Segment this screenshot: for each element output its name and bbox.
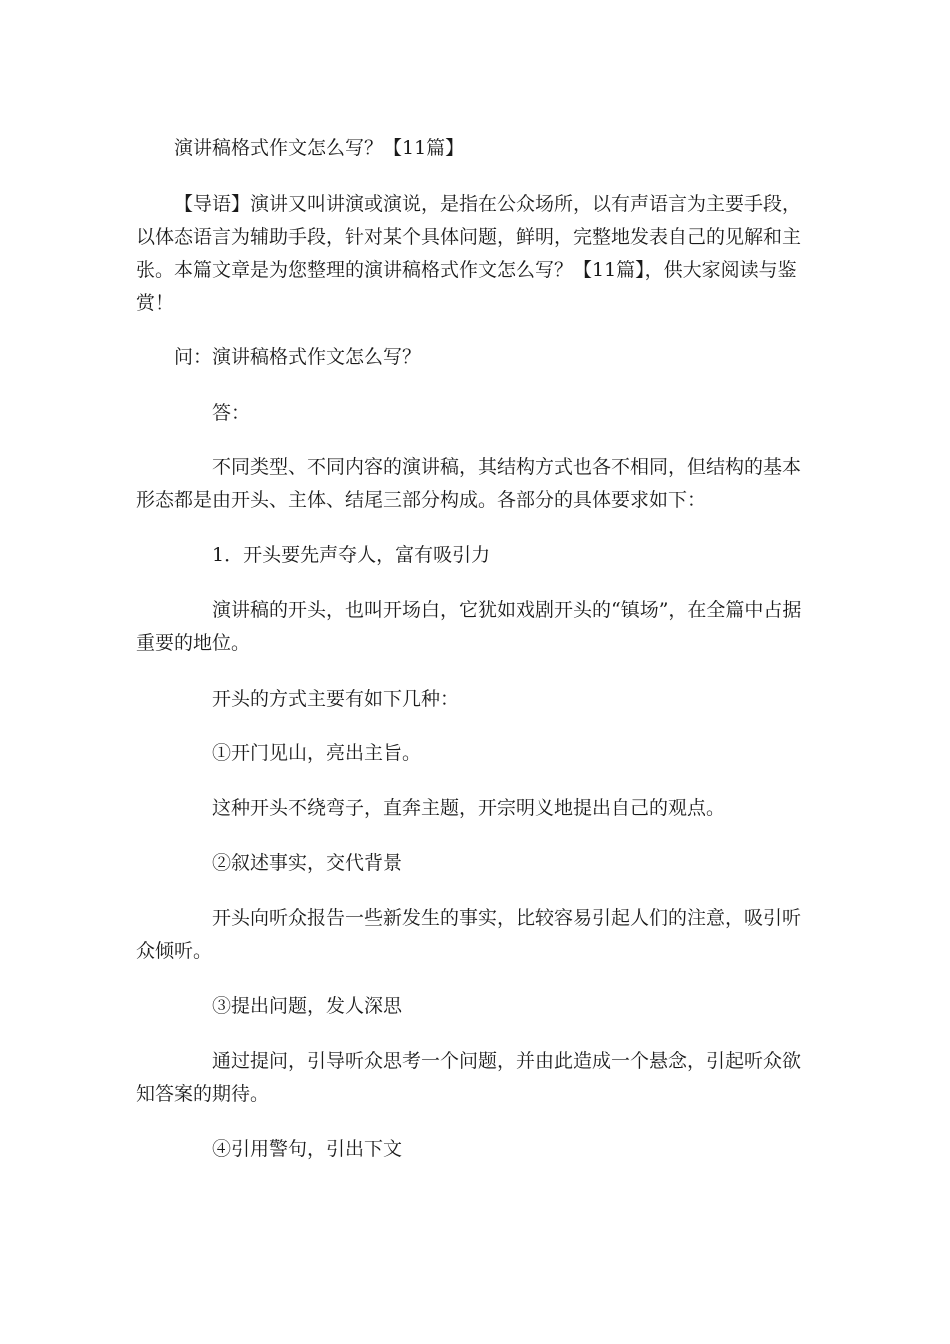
intro-paragraph: 【导语】演讲又叫讲演或演说，是指在公众场所，以有声语言为主要手段，以体态语言为辅助手段，针对某个具体问题，鲜明，完整地发表自己的见解和主张。本篇文章是为您整理的演讲稿格式作文怎么写？【11篇】，供大家阅读与鉴赏！	[136, 193, 802, 314]
body-paragraph: 演讲稿的开头，也叫开场白，它犹如戏剧开头的“镇场”，在全篇中占据重要的地位。	[136, 599, 802, 654]
body-paragraph: 这种开头不绕弯子，直奔主题，开宗明义地提出自己的观点。	[212, 797, 726, 819]
body-paragraph: 通过提问，引导听众思考一个问题，并由此造成一个悬念，引起听众欲知答案的期待。	[136, 1050, 802, 1105]
list-item: ①开门见山，亮出主旨。	[212, 742, 422, 764]
section-heading: 1．开头要先声夺人，富有吸引力	[212, 544, 491, 566]
list-item: ②叙述事实，交代背景	[212, 852, 403, 874]
question-paragraph: 问：演讲稿格式作文怎么写？	[174, 346, 422, 368]
body-paragraph: 开头的方式主要有如下几种：	[212, 688, 460, 710]
body-paragraph: 开头向听众报告一些新发生的事实，比较容易引起人们的注意，吸引听众倾听。	[136, 907, 802, 962]
body-paragraph: 不同类型、不同内容的演讲稿，其结构方式也各不相同，但结构的基本形态都是由开头、主体、结尾三部分构成。各部分的具体要求如下：	[136, 456, 802, 511]
document-title: 演讲稿格式作文怎么写？【11篇】	[174, 137, 465, 159]
list-item: ④引用警句，引出下文	[212, 1138, 403, 1160]
answer-label: 答：	[212, 402, 251, 424]
list-item: ③提出问题，发人深思	[212, 995, 403, 1017]
